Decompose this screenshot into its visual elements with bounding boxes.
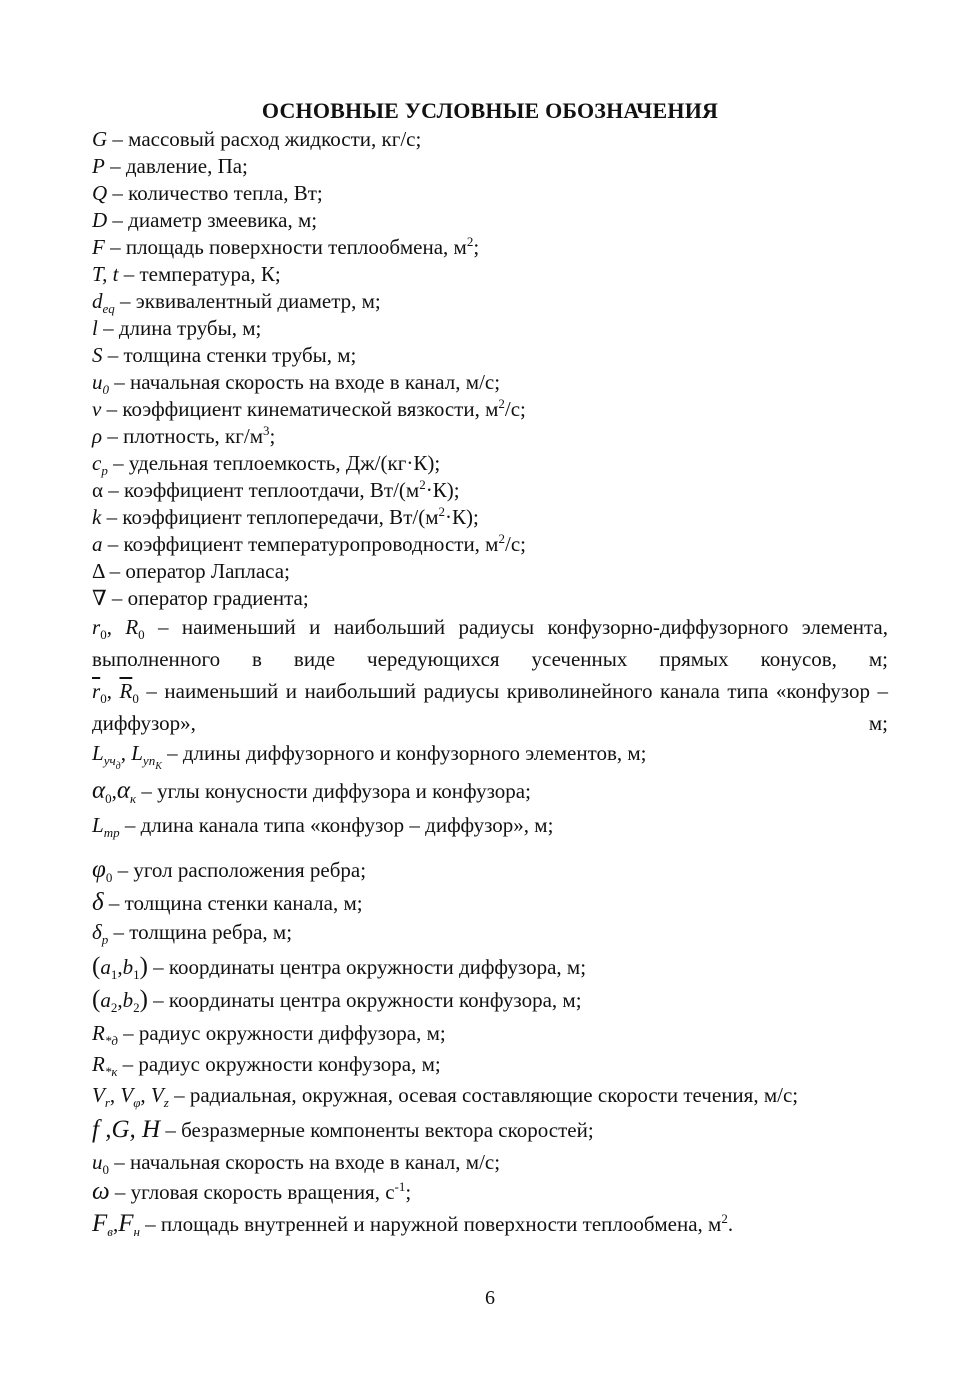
symbol: u	[92, 370, 103, 394]
symbol: P	[92, 154, 105, 178]
subscript: р	[101, 932, 109, 947]
list-item	[92, 287, 888, 315]
list-item	[92, 503, 888, 531]
description: – давление, Па;	[104, 154, 248, 178]
symbol: l	[92, 316, 98, 340]
symbol: b	[122, 955, 134, 979]
superscript: 2	[498, 396, 505, 411]
list-item: $V_r$, $V_\varphi$, $V_z$ – радиальная, окружная, осевая составляющие скорости течения, м/с;	[92, 1083, 799, 1110]
symbol: R	[92, 1021, 105, 1045]
superscript: 2	[419, 477, 426, 492]
symbol: δ	[92, 889, 104, 916]
description: – угол расположения ребра;	[112, 858, 367, 882]
list-item	[92, 233, 888, 261]
list-item	[92, 368, 888, 396]
description: – безразмерные компоненты вектора скоростей;	[160, 1118, 594, 1142]
list-item	[92, 476, 888, 504]
symbol: ν	[92, 397, 102, 421]
symbol: F	[92, 1210, 108, 1237]
symbol: S	[92, 343, 103, 367]
subscript: 0	[102, 1162, 109, 1177]
list-item	[92, 1178, 888, 1206]
list-item	[92, 584, 888, 612]
subscript: *к	[104, 1064, 118, 1079]
separator: ,	[106, 615, 126, 639]
symbol: c	[92, 451, 102, 475]
list-item	[92, 1019, 888, 1047]
description-tail: ;	[473, 235, 480, 259]
symbol: L	[92, 813, 104, 837]
description: – коэффициент кинематической вязкости, м	[101, 397, 499, 421]
description: – толщина стенки канала, м;	[103, 891, 363, 915]
superscript: 2	[498, 531, 505, 546]
description: – коэффициент температуропроводности, м	[102, 532, 499, 556]
symbol: T, t	[92, 262, 119, 286]
list-item	[92, 1148, 888, 1176]
subscript: 0	[132, 691, 139, 706]
list-item	[92, 918, 888, 946]
separator: ,	[111, 779, 117, 803]
superscript: 3	[263, 423, 270, 438]
description: – диаметр змеевика, м;	[107, 208, 318, 232]
description: – радиальная, окружная, осевая составляющие скорости течения, м/с;	[168, 1083, 799, 1107]
description: – температура, К;	[118, 262, 281, 286]
subscript: упК	[142, 753, 162, 772]
list-item	[92, 530, 888, 558]
description: – начальная скорость на входе в канал, м/с;	[109, 1150, 501, 1174]
list-item	[92, 1050, 888, 1078]
description: – начальная скорость на входе в канал, м/с;	[109, 370, 501, 394]
symbol: $\overline{r}$	[92, 679, 101, 703]
description-tail: ·К);	[425, 478, 460, 502]
symbol: δ	[92, 920, 102, 944]
superscript: 2	[438, 504, 445, 519]
list-item	[92, 422, 888, 450]
symbol: φ	[92, 856, 106, 883]
description: – удельная теплоемкость, Дж/(кг·К);	[107, 451, 441, 475]
list-item	[92, 856, 888, 884]
symbol: ∇	[92, 586, 107, 610]
subscript: 0	[102, 382, 109, 397]
list-item	[92, 179, 888, 207]
symbol: α	[92, 777, 106, 804]
list-item	[92, 314, 888, 342]
symbol: a	[100, 988, 111, 1012]
description: – угловая скорость вращения, с	[109, 1180, 395, 1204]
superscript: -1	[394, 1179, 406, 1194]
list-item	[92, 449, 888, 477]
description: – радиус окружности конфузора, м;	[117, 1052, 441, 1076]
symbol: ρ	[92, 424, 103, 448]
subscript: 0	[105, 870, 113, 885]
description: – толщина ребра, м;	[108, 920, 293, 944]
symbol: α	[116, 777, 130, 804]
description-tail: ;	[269, 424, 276, 448]
description-tail: ;	[405, 1180, 412, 1204]
symbol: G	[92, 127, 108, 151]
page-title: ОСНОВНЫЕ УСЛОВНЫЕ ОБОЗНАЧЕНИЯ	[261, 98, 719, 123]
subscript: к	[130, 791, 137, 806]
superscript: 2	[466, 234, 474, 249]
subscript: 0	[100, 691, 107, 706]
symbol: R	[92, 1052, 105, 1076]
list-item	[92, 1116, 888, 1144]
description: – коэффициент теплопередачи, Вт/(м	[101, 505, 439, 529]
symbol: L	[92, 741, 104, 765]
symbol: ω	[92, 1178, 110, 1205]
symbol: d	[92, 289, 103, 313]
description: – количество тепла, Вт;	[107, 181, 323, 205]
description: – толщина стенки трубы, м;	[102, 343, 357, 367]
subscript: p	[101, 463, 108, 478]
list-item: $(a_2,b_2)$ – координаты центра окружности конфузора, м;	[92, 986, 582, 1015]
symbol: b	[122, 988, 134, 1012]
symbol: a	[92, 532, 103, 556]
symbol: V	[92, 1083, 105, 1107]
page-number: 6	[485, 1287, 495, 1309]
description: – координаты центра окружности диффузора, м;	[147, 955, 587, 979]
superscript: 2	[721, 1211, 728, 1226]
list-item	[92, 739, 888, 772]
symbol: F	[118, 1210, 134, 1237]
symbol: R	[125, 615, 139, 639]
description: – оператор Лапласа;	[104, 559, 290, 583]
subscript: eq	[102, 301, 115, 316]
description: – площадь внутренней и наружной поверхности теплообмена, м	[139, 1212, 722, 1236]
symbol: F	[92, 235, 105, 259]
description: – массовый расход жидкости, кг/с;	[107, 127, 422, 151]
list-item	[92, 557, 888, 585]
description: – координаты центра окружности конфузора, м;	[147, 988, 582, 1012]
list-item	[92, 341, 888, 369]
symbol: V	[120, 1083, 134, 1107]
symbol: a	[100, 955, 111, 979]
description: – наименьший и наибольший радиусы конфузорно-диффузорного элемента, выполненного в виде чередующихся усеченных прямых конусов, м;	[92, 615, 889, 671]
symbol: k	[92, 505, 102, 529]
symbol: f ,G, H	[92, 1116, 161, 1143]
list-item: $F_в,F_н$ – площадь внутренней и наружной поверхности теплообмена, $м^2$.	[92, 1210, 734, 1239]
description: – длины диффузорного и конфузорного элементов, м;	[161, 741, 647, 765]
description-tail: /с;	[504, 532, 526, 556]
list-item	[92, 206, 888, 234]
description-tail: /с;	[504, 397, 526, 421]
description: – длина канала типа «конфузор – диффузор», м;	[119, 813, 554, 837]
list-item: $(a_1,b_1)$ – координаты центра окружности диффузора, м;	[92, 953, 587, 982]
subscript: тр	[103, 825, 120, 840]
symbol: r	[92, 615, 101, 639]
description-tail: .	[727, 1212, 734, 1236]
description: – углы конусности диффузора и конфузора;	[136, 779, 531, 803]
description: – плотность, кг/м	[102, 424, 263, 448]
list-item	[92, 777, 888, 805]
symbol: D	[92, 208, 108, 232]
list-item	[92, 152, 888, 180]
subscript: *д	[104, 1033, 118, 1048]
symbol: u	[92, 1150, 103, 1174]
description: – эквивалентный диаметр, м;	[114, 289, 381, 313]
list-item	[92, 811, 888, 839]
list-item	[92, 125, 888, 153]
list-item	[92, 889, 888, 917]
separator: ,	[106, 679, 120, 703]
description: – оператор градиента;	[106, 586, 309, 610]
subscript: учд	[103, 753, 121, 772]
description: – площадь поверхности теплообмена, м	[104, 235, 467, 259]
separator: ,	[120, 741, 132, 765]
subscript: 0	[105, 791, 112, 806]
list-item	[92, 260, 888, 288]
symbol: Q	[92, 181, 108, 205]
description: – наименьший и наибольший радиусы криволинейного канала типа «конфузор – диффузор», м;	[92, 679, 889, 735]
description: – коэффициент теплоотдачи, Вт/(м	[103, 478, 420, 502]
symbol: L	[131, 741, 143, 765]
subscript: 0	[100, 627, 107, 642]
subscript: 0	[138, 627, 145, 642]
description: – радиус окружности диффузора, м;	[117, 1021, 446, 1045]
symbol: V	[150, 1083, 164, 1107]
symbol: α	[92, 478, 104, 502]
description-tail: ·К);	[445, 505, 479, 529]
description: – длина трубы, м;	[97, 316, 262, 340]
list-item	[92, 395, 888, 423]
symbol: $\overline{R}$	[119, 679, 133, 703]
symbol: Δ	[92, 559, 105, 583]
